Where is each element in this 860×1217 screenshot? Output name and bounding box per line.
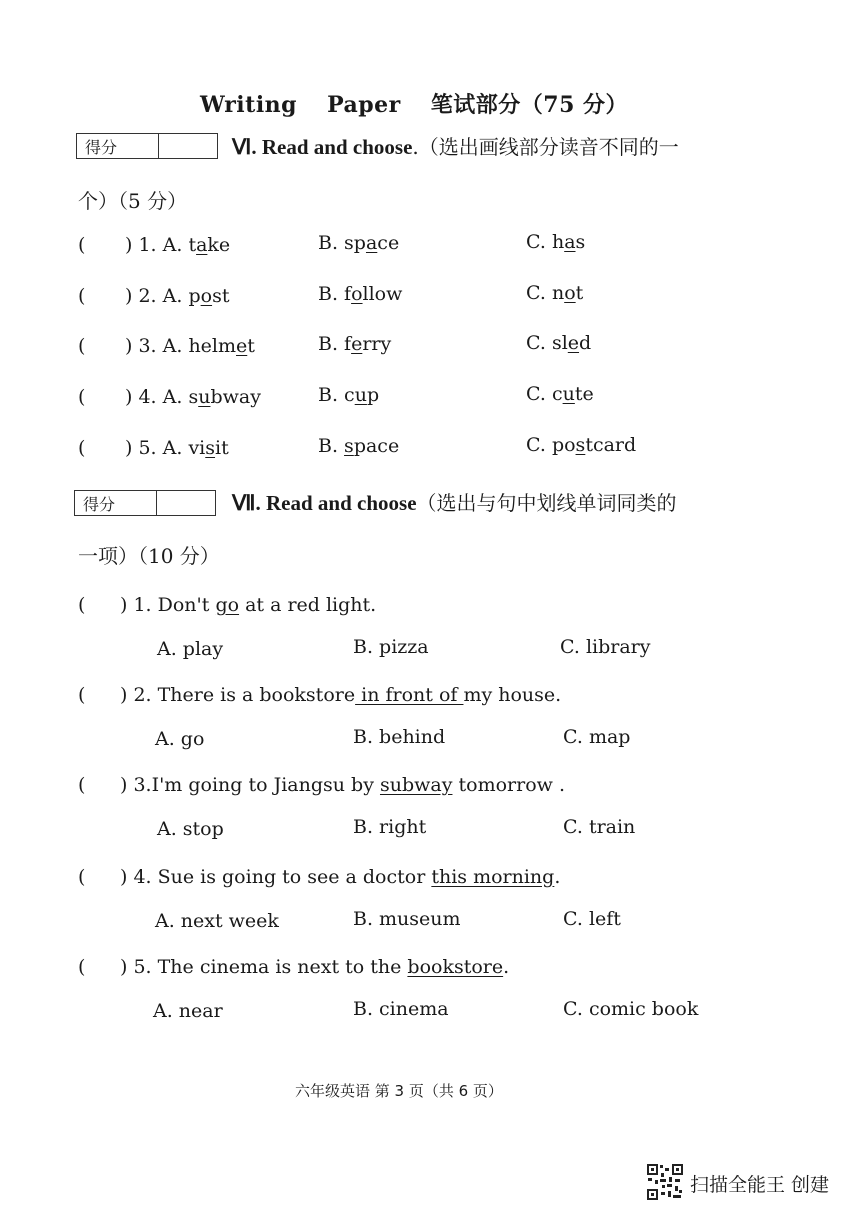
option-b: B. space xyxy=(318,435,400,457)
answer-blank[interactable]: ( xyxy=(78,335,86,357)
question-number: ) 3. xyxy=(125,335,157,357)
question-row xyxy=(125,437,229,459)
page-title xyxy=(200,88,628,119)
option-c: C. map xyxy=(563,726,631,748)
score-label: 得分 xyxy=(77,134,159,158)
question-row xyxy=(125,335,255,357)
title-writing: Writing xyxy=(200,92,298,118)
question-number: ) 5. xyxy=(125,437,157,459)
score-field[interactable] xyxy=(157,491,215,515)
section-6-instruction-cont: 个）（5 分） xyxy=(78,189,188,213)
qr-code-icon xyxy=(646,1163,684,1201)
option-a: A. take xyxy=(162,234,231,256)
score-box xyxy=(76,133,218,159)
title-paper: Paper xyxy=(327,92,401,118)
option-b: B. behind xyxy=(353,726,446,748)
option-a: A. go xyxy=(155,728,205,750)
option-b: B. pizza xyxy=(353,636,429,658)
option-b: B. cup xyxy=(318,384,380,406)
answer-blank[interactable]: ( xyxy=(78,774,86,796)
option-c: C. not xyxy=(526,282,584,304)
section-7-heading xyxy=(232,487,677,516)
option-a: A. subway xyxy=(162,386,261,408)
option-c: C. cute xyxy=(526,383,594,405)
watermark-text: 扫描全能王 创建 xyxy=(690,1174,830,1196)
answer-blank[interactable]: ( xyxy=(78,956,86,978)
option-b: B. right xyxy=(353,816,427,838)
option-c: C. sled xyxy=(526,332,592,354)
option-b: B. ferry xyxy=(318,333,392,355)
score-box xyxy=(74,490,216,516)
question-number: ) 2. xyxy=(125,285,157,307)
section-7-title: Ⅶ. Read and choose xyxy=(232,491,417,515)
option-b: B. museum xyxy=(353,908,461,930)
score-label: 得分 xyxy=(75,491,157,515)
option-c: C. train xyxy=(563,816,636,838)
question-text: ) 2. There is a bookstore in front of my house. xyxy=(120,684,562,706)
option-a: A. visit xyxy=(162,437,229,459)
question-row xyxy=(125,234,230,256)
title-cn: 笔试部分（75 分） xyxy=(430,92,629,118)
answer-blank[interactable]: ( xyxy=(78,285,86,307)
option-a: A. stop xyxy=(157,818,224,840)
question-text: ) 4. Sue is going to see a doctor this morning. xyxy=(120,866,561,888)
option-c: C. library xyxy=(560,636,651,658)
option-c: C. left xyxy=(563,908,621,930)
question-number: ) 1. xyxy=(125,234,157,256)
section-6-title: Ⅵ. Read and choose xyxy=(232,135,413,159)
option-a: A. post xyxy=(162,285,230,307)
option-c: C. has xyxy=(526,231,586,253)
section-6-heading xyxy=(232,131,679,160)
option-c: C. comic book xyxy=(563,998,699,1020)
question-text: ) 3.I'm going to Jiangsu by subway tomorrow . xyxy=(120,774,565,796)
section-7-instruction: （选出与句中划线单词同类的 xyxy=(416,491,677,515)
option-a: A. near xyxy=(153,1000,223,1022)
answer-blank[interactable]: ( xyxy=(78,866,86,888)
option-b: B. space xyxy=(318,232,400,254)
section-6-instruction: .（选出画线部分读音不同的一 xyxy=(412,135,679,159)
question-row xyxy=(125,285,229,307)
answer-blank[interactable]: ( xyxy=(78,684,86,706)
question-text: ) 5. The cinema is next to the bookstore. xyxy=(120,956,510,978)
answer-blank[interactable]: ( xyxy=(78,437,86,459)
answer-blank[interactable]: ( xyxy=(78,234,86,256)
page-footer: 六年级英语 第 3 页（共 6 页） xyxy=(295,1082,503,1100)
option-b: B. follow xyxy=(318,283,403,305)
section-7-instruction-cont: 一项）（10 分） xyxy=(78,544,220,568)
option-c: C. postcard xyxy=(526,434,637,456)
option-a: A. next week xyxy=(155,910,279,932)
option-a: A. helmet xyxy=(162,335,255,357)
question-number: ) 4. xyxy=(125,386,157,408)
answer-blank[interactable]: ( xyxy=(78,386,86,408)
answer-blank[interactable]: ( xyxy=(78,594,86,616)
question-text: ) 1. Don't go at a red light. xyxy=(120,594,377,616)
option-a: A. play xyxy=(157,638,224,660)
score-field[interactable] xyxy=(159,134,217,158)
option-b: B. cinema xyxy=(353,998,449,1020)
question-row xyxy=(125,386,261,408)
